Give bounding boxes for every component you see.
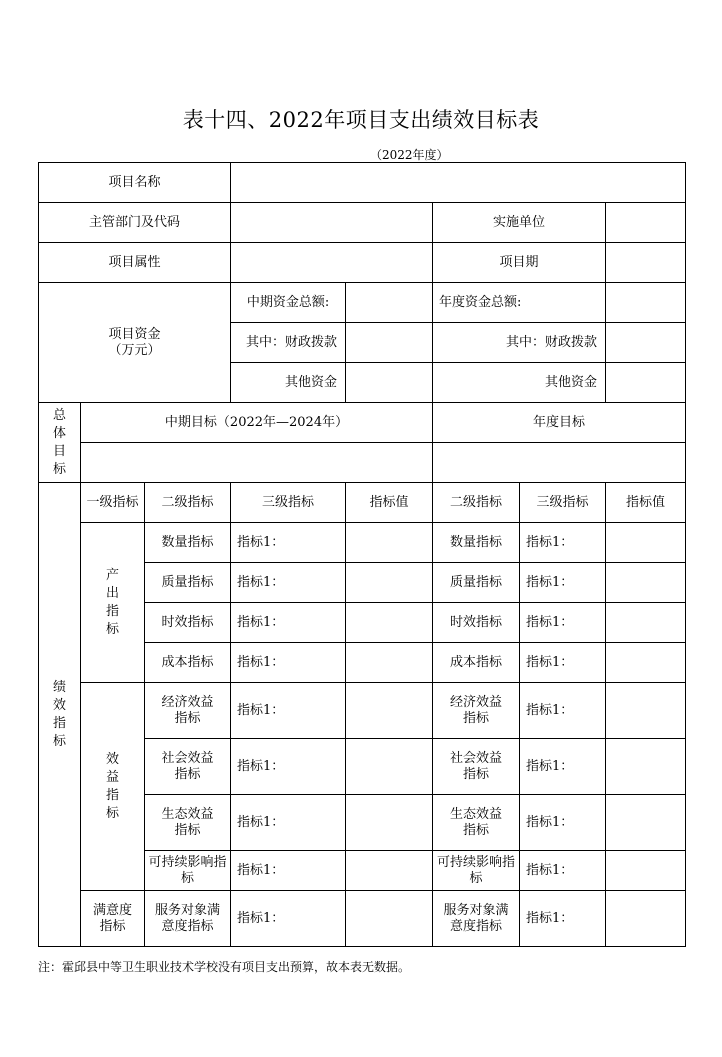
quantity-year: 数量指标 xyxy=(433,523,520,563)
overall-goal-text: 总体目标 xyxy=(53,407,67,477)
social-indicator-year: 指标1： xyxy=(520,739,606,795)
cost-value-mid xyxy=(346,643,433,683)
quantity-indicator-year: 指标1： xyxy=(520,523,606,563)
satisfaction-text: 满意度指标 xyxy=(92,902,132,934)
year-fiscal-label: 其中：财政拨款 xyxy=(433,323,606,363)
timeliness-indicator-year: 指标1： xyxy=(520,603,606,643)
project-period-label: 项目期 xyxy=(433,243,606,283)
level2-header-mid: 二级指标 xyxy=(145,483,231,523)
year-total-value xyxy=(606,283,686,323)
level3-header-year: 三级指标 xyxy=(520,483,606,523)
level3-header-mid: 三级指标 xyxy=(231,483,346,523)
mid-other-value xyxy=(346,363,433,403)
service-value-year xyxy=(606,891,686,947)
timeliness-value-year xyxy=(606,603,686,643)
dept-code-value xyxy=(231,203,433,243)
benefit-label xyxy=(81,683,145,891)
social-mid-text: 社会效益指标 xyxy=(161,750,214,782)
economic-value-year xyxy=(606,683,686,739)
ecological-value-mid xyxy=(346,795,433,851)
quality-year: 质量指标 xyxy=(433,563,520,603)
economic-indicator-year: 指标1： xyxy=(520,683,606,739)
social-indicator-mid: 指标1： xyxy=(231,739,346,795)
social-value-mid xyxy=(346,739,433,795)
performance-label xyxy=(39,483,81,947)
service-indicator-year: 指标1： xyxy=(520,891,606,947)
cost-indicator-mid: 指标1： xyxy=(231,643,346,683)
year-total-label: 年度资金总额: xyxy=(433,283,606,323)
funds-label xyxy=(39,283,231,403)
benefit-text: 效益指标 xyxy=(106,751,120,821)
value-header-year: 指标值 xyxy=(606,483,686,523)
quantity-value-mid xyxy=(346,523,433,563)
service-mid-text: 服务对象满意度指标 xyxy=(154,902,220,934)
service-value-mid xyxy=(346,891,433,947)
economic-year-text: 经济效益指标 xyxy=(450,694,503,726)
project-name-label: 项目名称 xyxy=(39,163,231,203)
economic-year xyxy=(433,683,520,739)
ecological-mid xyxy=(145,795,231,851)
economic-value-mid xyxy=(346,683,433,739)
cost-mid: 成本指标 xyxy=(145,643,231,683)
year-goal-value xyxy=(433,443,686,483)
cost-indicator-year: 指标1： xyxy=(520,643,606,683)
dept-code-label: 主管部门及代码 xyxy=(39,203,231,243)
economic-mid xyxy=(145,683,231,739)
service-indicator-mid: 指标1： xyxy=(231,891,346,947)
year-fiscal-value xyxy=(606,323,686,363)
quality-indicator-mid: 指标1： xyxy=(231,563,346,603)
quality-value-year xyxy=(606,563,686,603)
sustainable-value-year xyxy=(606,851,686,891)
quality-value-mid xyxy=(346,563,433,603)
timeliness-value-mid xyxy=(346,603,433,643)
timeliness-indicator-mid: 指标1： xyxy=(231,603,346,643)
sustainable-value-mid xyxy=(346,851,433,891)
quality-mid: 质量指标 xyxy=(145,563,231,603)
economic-mid-text: 经济效益指标 xyxy=(161,694,214,726)
sustainable-mid xyxy=(145,851,231,891)
mid-fiscal-label: 其中：财政拨款 xyxy=(231,323,346,363)
quantity-indicator-mid: 指标1： xyxy=(231,523,346,563)
social-mid xyxy=(145,739,231,795)
mid-goal-value xyxy=(81,443,433,483)
ecological-year-text: 生态效益指标 xyxy=(450,806,503,838)
mid-total-value xyxy=(346,283,433,323)
sustainable-mid-text: 可持续影响指标 xyxy=(148,854,227,886)
mid-fiscal-value xyxy=(346,323,433,363)
year-goal-label: 年度目标 xyxy=(433,403,686,443)
mid-goal-label: 中期目标（2022年—2024年） xyxy=(81,403,433,443)
performance-text: 绩效指标 xyxy=(53,679,67,749)
ecological-year xyxy=(433,795,520,851)
performance-target-table xyxy=(38,162,686,947)
output-text: 产出指标 xyxy=(106,567,120,637)
service-year xyxy=(433,891,520,947)
social-year-text: 社会效益指标 xyxy=(450,750,503,782)
mid-total-label: 中期资金总额: xyxy=(231,283,346,323)
overall-goal-label xyxy=(39,403,81,483)
project-period-value xyxy=(606,243,686,283)
timeliness-year: 时效指标 xyxy=(433,603,520,643)
sustainable-indicator-year: 指标1： xyxy=(520,851,606,891)
cost-value-year xyxy=(606,643,686,683)
ecological-value-year xyxy=(606,795,686,851)
cost-year: 成本指标 xyxy=(433,643,520,683)
sustainable-year xyxy=(433,851,520,891)
year-other-value xyxy=(606,363,686,403)
output-label xyxy=(81,523,145,683)
fiscal-year-label: （2022年度） xyxy=(370,148,449,162)
footnote: 注：霍邱县中等卫生职业技术学校没有项目支出预算，故本表无数据。 xyxy=(38,960,411,974)
social-value-year xyxy=(606,739,686,795)
social-year xyxy=(433,739,520,795)
year-other-label: 其他资金 xyxy=(433,363,606,403)
timeliness-mid: 时效指标 xyxy=(145,603,231,643)
sustainable-indicator-mid: 指标1： xyxy=(231,851,346,891)
funds-unit: （万元） xyxy=(108,342,161,358)
project-attr-value xyxy=(231,243,433,283)
quantity-mid: 数量指标 xyxy=(145,523,231,563)
page-title: 表十四、2022年项目支出绩效目标表 xyxy=(182,108,540,132)
value-header-mid: 指标值 xyxy=(346,483,433,523)
project-name-value xyxy=(231,163,686,203)
project-attr-label: 项目属性 xyxy=(39,243,231,283)
mid-other-label: 其他资金 xyxy=(231,363,346,403)
economic-indicator-mid: 指标1： xyxy=(231,683,346,739)
funds-title: 项目资金 xyxy=(108,326,161,342)
sustainable-year-text: 可持续影响指标 xyxy=(437,854,516,886)
ecological-indicator-mid: 指标1： xyxy=(231,795,346,851)
impl-unit-label: 实施单位 xyxy=(433,203,606,243)
level1-header: 一级指标 xyxy=(81,483,145,523)
quantity-value-year xyxy=(606,523,686,563)
service-year-text: 服务对象满意度指标 xyxy=(443,902,509,934)
impl-unit-value xyxy=(606,203,686,243)
ecological-indicator-year: 指标1： xyxy=(520,795,606,851)
level2-header-year: 二级指标 xyxy=(433,483,520,523)
ecological-mid-text: 生态效益指标 xyxy=(161,806,214,838)
satisfaction-label xyxy=(81,891,145,947)
service-mid xyxy=(145,891,231,947)
quality-indicator-year: 指标1： xyxy=(520,563,606,603)
